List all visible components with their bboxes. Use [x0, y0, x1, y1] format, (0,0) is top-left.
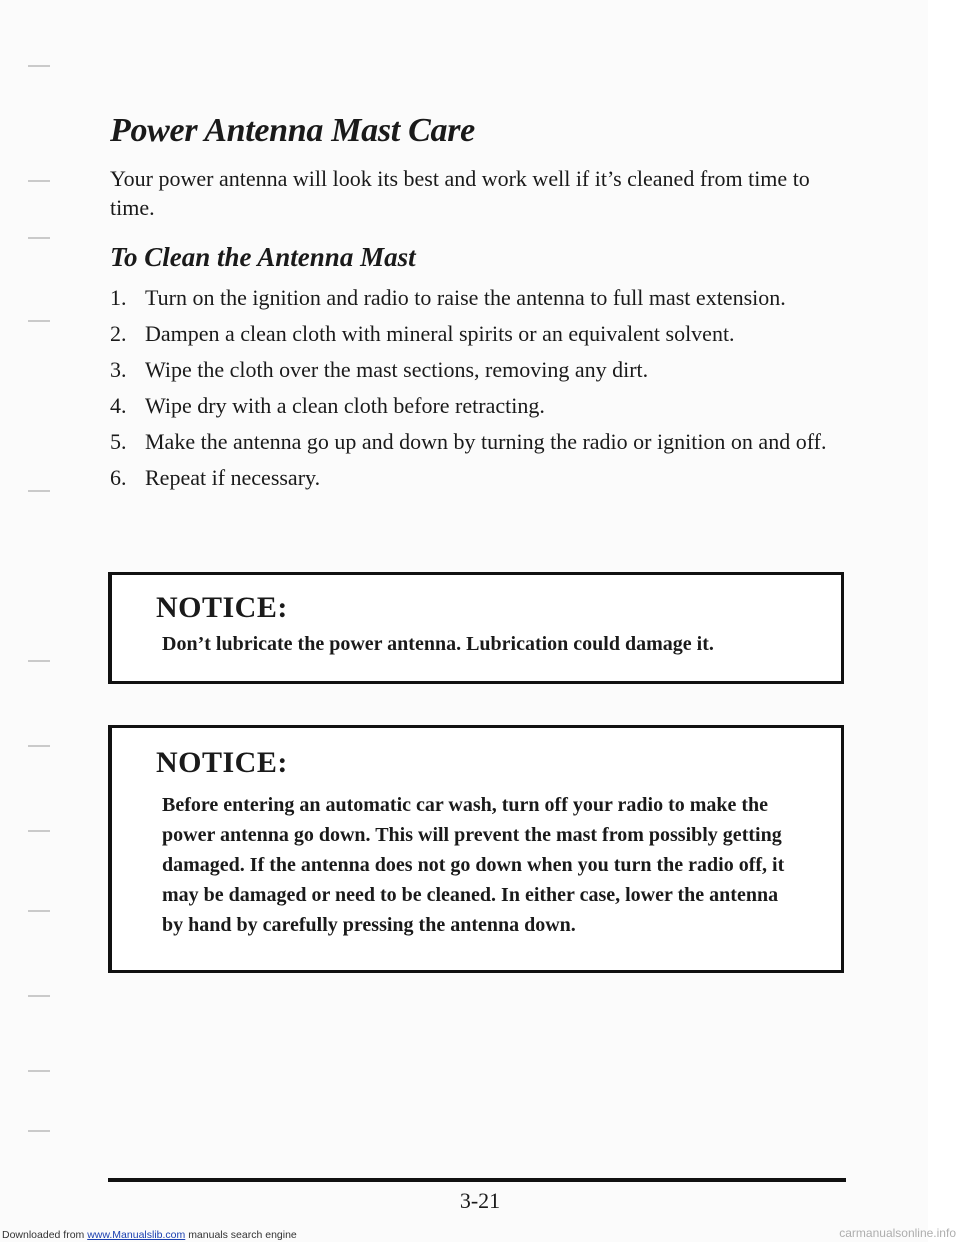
manualslib-link[interactable]: www.Manualslib.com — [87, 1229, 186, 1241]
margin-mark — [28, 910, 50, 912]
page-number: 3-21 — [459, 1188, 501, 1213]
margin-mark — [28, 745, 50, 747]
margin-mark — [28, 660, 50, 662]
step-text: Wipe dry with a clean cloth before retracting. — [145, 393, 545, 418]
step-number: 4. — [110, 393, 127, 418]
procedure-heading: To Clean the Antenna Mast — [110, 242, 416, 272]
watermark: carmanualsonline.info — [839, 1226, 956, 1240]
download-footer-suffix: manuals search engine — [188, 1229, 297, 1241]
notice-heading: NOTICE: — [156, 591, 288, 624]
step-text: Dampen a clean cloth with mineral spirits or an equivalent solvent. — [145, 321, 735, 346]
footer-rule — [108, 1178, 846, 1182]
margin-mark — [28, 320, 50, 322]
step-number: 6. — [110, 465, 127, 490]
step-text: Wipe the cloth over the mast sections, removing any dirt. — [145, 357, 649, 382]
list-item — [110, 356, 845, 383]
step-number: 3. — [110, 357, 127, 382]
margin-mark — [28, 65, 50, 67]
notice-box-lubrication — [108, 572, 844, 684]
list-item — [110, 428, 845, 455]
step-text: Repeat if necessary. — [145, 465, 321, 490]
step-number: 2. — [110, 321, 127, 346]
margin-mark — [28, 1130, 50, 1132]
margin-marks — [28, 0, 68, 1242]
step-text: Make the antenna go up and down by turning the radio or ignition on and off. — [145, 429, 827, 454]
step-text: Turn on the ignition and radio to raise the antenna to full mast extension. — [145, 285, 786, 310]
list-item — [110, 464, 845, 491]
margin-mark — [28, 237, 50, 239]
notice-box-car-wash — [108, 725, 844, 973]
section-title: Power Antenna Mast Care — [110, 112, 475, 149]
margin-mark — [28, 830, 50, 832]
notice-body: Before entering an automatic car wash, turn off your radio to make the power antenna go down. This will prevent the mast from possibly getting damaged. If the antenna does not go down when you turn the radio off, it may be damaged or need to be cleaned. In either case, lower the antenna by hand by carefully pressing the antenna down. — [162, 794, 785, 936]
notice-body: Don’t lubricate the power antenna. Lubrication could damage it. — [162, 633, 714, 655]
cleaning-steps-list — [110, 284, 845, 500]
margin-mark — [28, 995, 50, 997]
margin-mark — [28, 1070, 50, 1072]
download-footer — [0, 1229, 960, 1242]
margin-mark — [28, 180, 50, 182]
download-footer-prefix: Downloaded from — [2, 1229, 85, 1241]
step-number: 5. — [110, 429, 127, 454]
margin-mark — [28, 490, 50, 492]
list-item — [110, 320, 845, 347]
notice-heading: NOTICE: — [156, 746, 288, 779]
intro-paragraph: Your power antenna will look its best and work well if it’s cleaned from time to time. — [110, 166, 810, 220]
step-number: 1. — [110, 285, 127, 310]
list-item — [110, 392, 845, 419]
list-item — [110, 284, 845, 311]
